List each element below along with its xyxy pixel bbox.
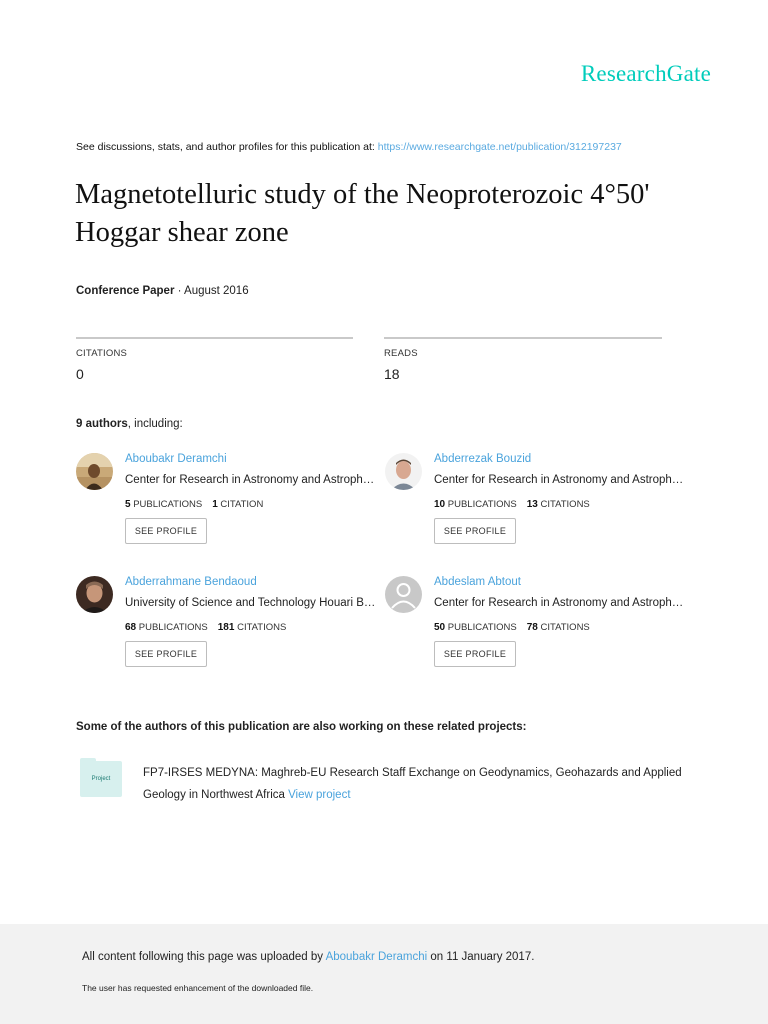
citations-value: 0 bbox=[76, 366, 84, 382]
upload-suffix: on 11 January 2017. bbox=[427, 951, 535, 963]
citations-count: 1 bbox=[212, 499, 218, 510]
author-card-4 bbox=[385, 576, 685, 696]
enhancement-note: The user has requested enhancement of the downloaded file. bbox=[82, 983, 314, 993]
see-profile-button[interactable]: SEE PROFILE bbox=[125, 518, 207, 544]
avatar[interactable] bbox=[385, 576, 422, 613]
author-card-3 bbox=[76, 576, 376, 696]
discussion-text: See discussions, stats, and author profiles for this publication at: bbox=[76, 141, 378, 153]
citations-count: 78 bbox=[526, 622, 538, 633]
researchgate-logo[interactable]: ResearchGate bbox=[580, 61, 711, 86]
author-name[interactable]: Abderrezak Bouzid bbox=[434, 453, 532, 465]
publication-type: Conference Paper bbox=[76, 285, 175, 297]
upload-prefix: All content following this page was uploaded by bbox=[82, 951, 326, 963]
publications-count: 50 bbox=[434, 622, 446, 633]
avatar[interactable] bbox=[385, 453, 422, 490]
author-stats bbox=[125, 622, 286, 633]
citations-label: CITATION bbox=[220, 499, 264, 510]
see-profile-button[interactable]: SEE PROFILE bbox=[434, 641, 516, 667]
publications-count: 5 bbox=[125, 499, 131, 510]
paper-title: Magnetotelluric study of the Neoproterozoic 4°50' Hoggar shear zone bbox=[75, 179, 650, 248]
author-stats bbox=[434, 622, 590, 633]
publications-label: PUBLICATIONS bbox=[138, 622, 208, 633]
author-name[interactable]: Abdeslam Abtout bbox=[434, 576, 521, 588]
project-entry bbox=[143, 762, 703, 806]
publications-count: 10 bbox=[434, 499, 446, 510]
citations-label: CITATIONS bbox=[540, 622, 590, 633]
project-description: FP7-IRSES MEDYNA: Maghreb-EU Research Staff Exchange on Geodynamics, Geohazards and Applied Geology in Northwest Africa bbox=[143, 767, 682, 801]
publication-url-link[interactable]: https://www.researchgate.net/publication/312197237 bbox=[377, 141, 622, 153]
author-stats bbox=[434, 499, 590, 510]
discussion-line bbox=[76, 141, 622, 153]
folder-tab bbox=[80, 758, 96, 763]
reads-label: READS bbox=[384, 348, 418, 359]
authors-count-number: 9 authors bbox=[76, 418, 128, 430]
see-profile-button[interactable]: SEE PROFILE bbox=[434, 518, 516, 544]
publication-meta bbox=[76, 285, 249, 297]
citations-divider bbox=[76, 337, 353, 339]
citations-label: CITATIONS bbox=[237, 622, 287, 633]
avatar[interactable] bbox=[76, 453, 113, 490]
default-avatar-icon bbox=[385, 576, 422, 613]
author-stats bbox=[125, 499, 263, 510]
uploader-link[interactable]: Aboubakr Deramchi bbox=[325, 951, 428, 963]
avatar[interactable] bbox=[76, 576, 113, 613]
upload-footer bbox=[0, 924, 768, 1024]
view-project-link[interactable]: View project bbox=[288, 789, 351, 801]
author-card-1 bbox=[76, 453, 376, 573]
citations-count: 181 bbox=[217, 622, 235, 633]
author-name[interactable]: Aboubakr Deramchi bbox=[125, 453, 227, 465]
authors-count bbox=[76, 418, 183, 430]
citations-count: 13 bbox=[526, 499, 538, 510]
publication-date: · August 2016 bbox=[174, 285, 249, 297]
author-institution[interactable]: Center for Research in Astronomy and Astroph… bbox=[434, 597, 684, 609]
author-photo-icon bbox=[76, 453, 113, 490]
publications-label: PUBLICATIONS bbox=[133, 499, 203, 510]
upload-info bbox=[82, 951, 534, 963]
publications-label: PUBLICATIONS bbox=[447, 499, 517, 510]
author-institution[interactable]: Center for Research in Astronomy and Astroph… bbox=[125, 474, 375, 486]
authors-count-suffix: , including: bbox=[127, 418, 183, 430]
related-projects-heading: Some of the authors of this publication are also working on these related projects: bbox=[76, 721, 527, 733]
author-photo-icon bbox=[385, 453, 422, 490]
reads-value: 18 bbox=[384, 366, 400, 382]
author-name[interactable]: Abderrahmane Bendaoud bbox=[125, 576, 257, 588]
project-folder-icon[interactable] bbox=[80, 761, 122, 797]
author-institution[interactable]: University of Science and Technology Houari B… bbox=[125, 597, 376, 609]
author-photo-icon bbox=[76, 576, 113, 613]
author-institution[interactable]: Center for Research in Astronomy and Astroph… bbox=[434, 474, 684, 486]
see-profile-button[interactable]: SEE PROFILE bbox=[125, 641, 207, 667]
citations-label: CITATIONS bbox=[76, 348, 128, 359]
citations-label: CITATIONS bbox=[540, 499, 590, 510]
author-card-2 bbox=[385, 453, 685, 573]
publications-label: PUBLICATIONS bbox=[447, 622, 517, 633]
reads-divider bbox=[384, 337, 662, 339]
project-icon-label: Project bbox=[91, 776, 111, 782]
publications-count: 68 bbox=[125, 622, 137, 633]
